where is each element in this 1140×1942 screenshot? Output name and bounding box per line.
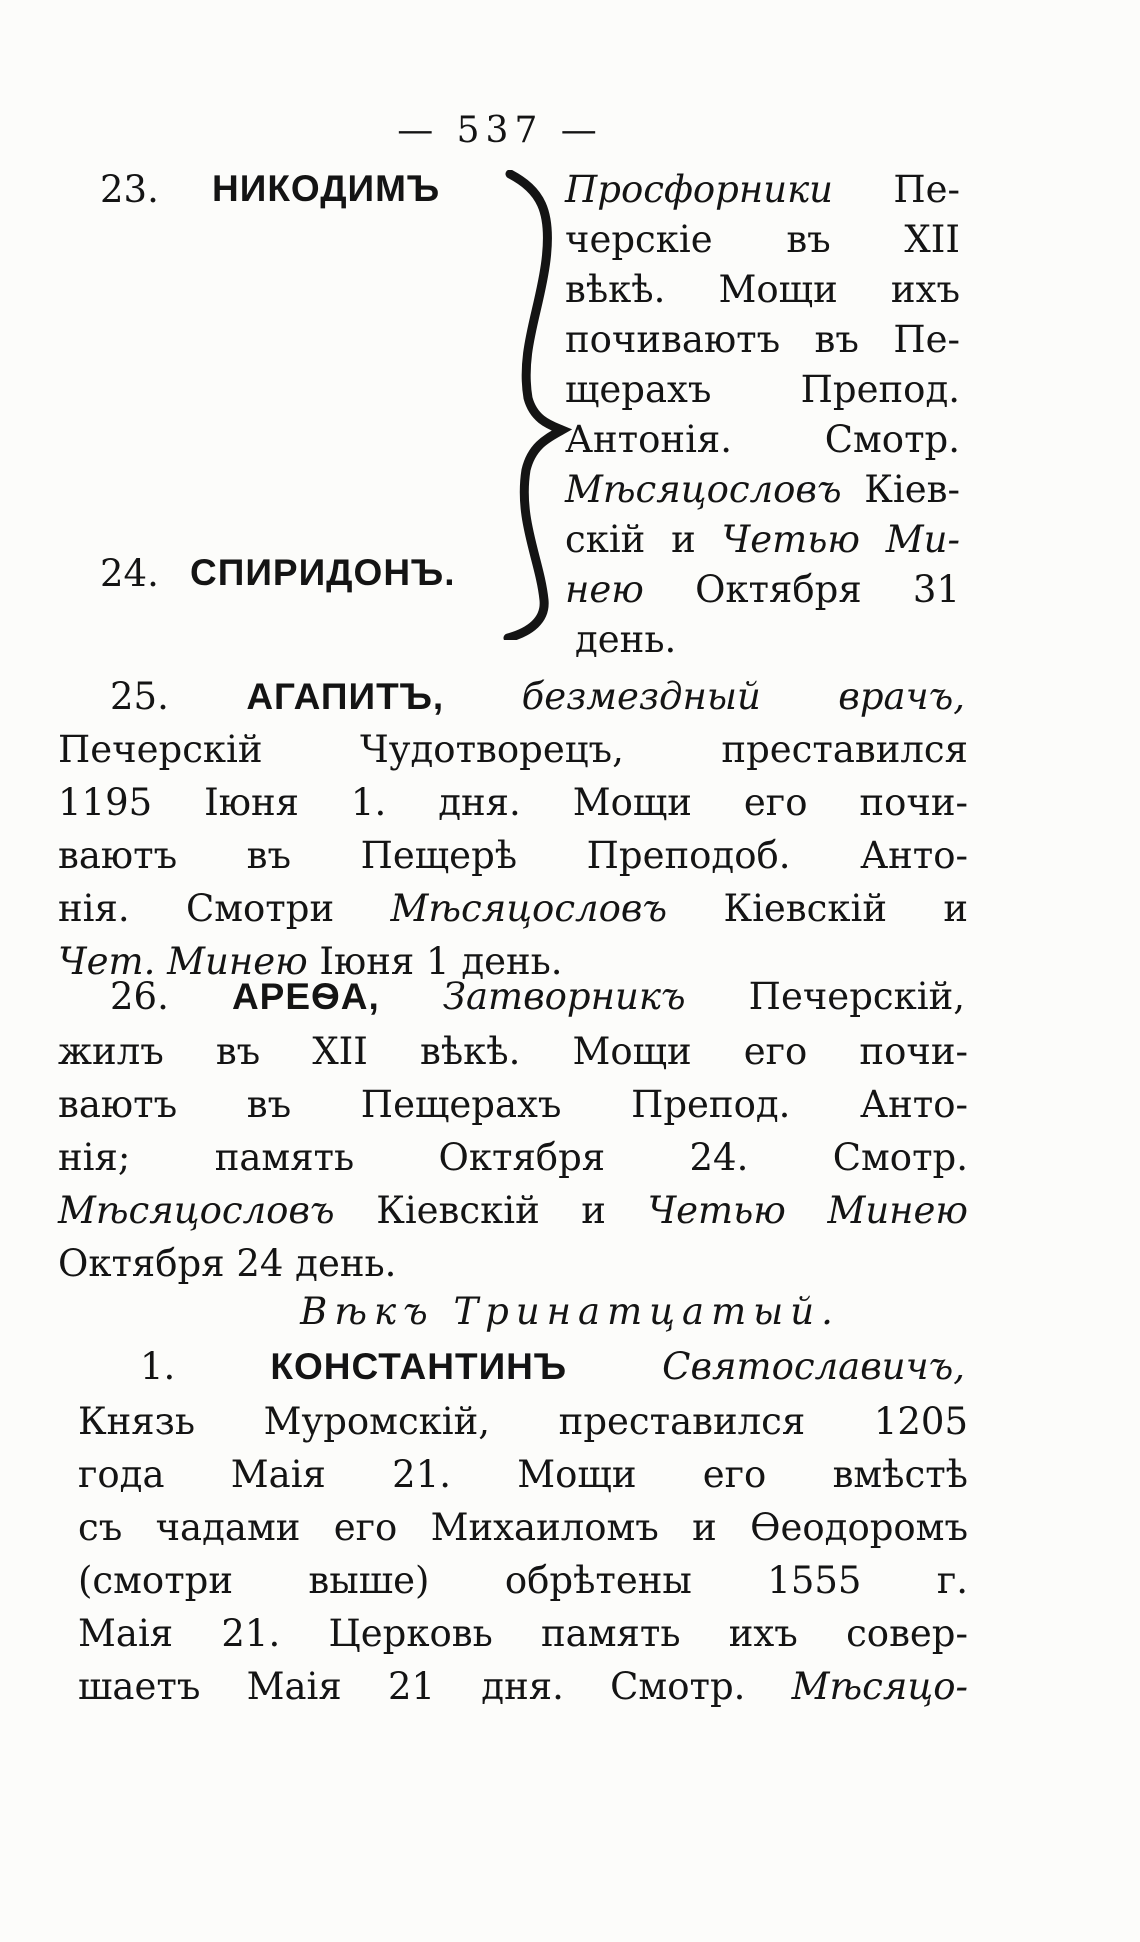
- entry-25-line-2: [58, 728, 968, 771]
- entry-26-line-2: [58, 1030, 968, 1073]
- entry-25-line-1-segment: 25.: [110, 675, 169, 718]
- group-line-3-segment: ихъ: [837, 268, 960, 311]
- group-line-7: [565, 468, 960, 511]
- entry-26-line-1-segment: 26.: [110, 975, 169, 1018]
- group-line-8-segment: и: [645, 518, 696, 561]
- entry-1-line-3: [78, 1453, 968, 1496]
- entry-26-line-1-segment: АРЕѲА,: [231, 976, 380, 1017]
- entry-25-line-3-segment: 1195 Іюня 1. дня. Мощи его почи-: [58, 781, 968, 824]
- entry-25-line-1-segment: врачъ,: [760, 675, 966, 718]
- entry-1-line-1: [140, 1345, 965, 1388]
- entry-1-line-4: [78, 1506, 968, 1549]
- entry-25-line-1: [110, 675, 965, 718]
- group-line-1-segment: Просфорники: [565, 168, 833, 211]
- group-line-1: [565, 168, 960, 211]
- entry-25-line-2-segment: Печерскій Чудотворецъ, преставился: [58, 728, 968, 771]
- entry-26-line-6: [58, 1242, 396, 1285]
- entry-1-line-5: [78, 1559, 968, 1602]
- group-line-9: [565, 568, 960, 611]
- entry-26-line-4: [58, 1136, 968, 1179]
- entry-1-line-1-segment: [567, 1345, 662, 1388]
- entry-26-line-6-segment: Октября 24 день.: [58, 1242, 397, 1285]
- entry-25-line-1-segment: АГАПИТЪ,: [246, 676, 445, 717]
- entry-23-number: 23.: [100, 168, 159, 211]
- entry-25-line-1-segment: [444, 675, 521, 718]
- group-line-2: [565, 218, 960, 261]
- group-line-4-segment: въ: [780, 318, 859, 361]
- entry-25-line-5-segment: Мѣсяцословъ: [390, 887, 668, 930]
- entry-25-line-3: [58, 781, 968, 824]
- entry-26-line-1-segment: [380, 975, 443, 1018]
- entry-23-name: НИКОДИМЪ: [212, 168, 441, 209]
- entry-26-line-1-segment: Печерскій,: [685, 975, 965, 1018]
- entry-25-line-6-segment: Іюня 1 день.: [307, 940, 563, 983]
- group-line-2-segment: XII: [830, 218, 960, 261]
- group-line-5-segment: Препод.: [711, 368, 960, 411]
- group-line-1-segment: Пе-: [833, 168, 960, 211]
- entry-24-name: СПИРИДОНЪ.: [190, 552, 456, 593]
- entry-1-line-4-segment: съ чадами его Михаиломъ и Ѳеодоромъ: [78, 1506, 968, 1549]
- entry-1-line-2-segment: Князь Муромскій, преставился 1205: [78, 1400, 968, 1443]
- group-line-2-segment: черскіе: [565, 218, 713, 261]
- group-line-6-segment: Смотр.: [732, 418, 960, 461]
- entry-26-line-3: [58, 1083, 968, 1126]
- entry-25-line-1-segment: безмездный: [521, 675, 761, 718]
- section-heading: Вѣкъ Тринатцатый.: [300, 1290, 840, 1333]
- group-line-5: [565, 368, 960, 411]
- entry-1-line-6: [78, 1612, 968, 1655]
- entry-26-line-4-segment: нія; память Октября 24. Смотр.: [58, 1136, 968, 1179]
- entry-26-line-1-segment: Затворникъ: [442, 975, 686, 1018]
- group-line-8-segment: Четью: [695, 518, 860, 561]
- entry-25-line-1-segment: [169, 675, 246, 718]
- entry-1-line-1-segment: КОНСТАНТИНЪ: [270, 1346, 568, 1387]
- group-line-9-segment: нею: [565, 568, 644, 611]
- entry-1-line-2: [78, 1400, 968, 1443]
- entry-1-line-1-segment: Святославичъ,: [662, 1345, 966, 1388]
- entry-25-line-4-segment: ваютъ въ Пещерѣ Преподоб. Анто-: [58, 834, 968, 877]
- entry-24-number: 24.: [100, 552, 159, 595]
- entry-26-line-2-segment: жилъ въ XII вѣкѣ. Мощи его почи-: [58, 1030, 968, 1073]
- entry-1-line-7-segment: Мѣсяцо-: [791, 1665, 968, 1708]
- group-line-8: [565, 518, 960, 561]
- entry-26-line-5: [58, 1189, 968, 1232]
- entry-1-line-7: [78, 1665, 968, 1708]
- group-line-4: [565, 318, 960, 361]
- group-line-10-segment: день.: [575, 618, 677, 661]
- entry-25-line-6-segment: Минею: [167, 940, 308, 983]
- group-line-10: [575, 618, 676, 661]
- group-line-3-segment: вѣкѣ.: [565, 268, 666, 311]
- entry-25-line-5-segment: нія. Смотри: [58, 887, 391, 930]
- group-line-8-segment: Ми-: [859, 518, 960, 561]
- group-line-9-segment: 31: [861, 568, 960, 611]
- entry-1-line-6-segment: Маія 21. Церковь память ихъ совер-: [78, 1612, 968, 1655]
- group-line-7-segment: Мѣсяцословъ: [565, 468, 842, 511]
- group-line-2-segment: въ: [712, 218, 831, 261]
- entry-1-line-3-segment: года Маія 21. Мощи его вмѣстѣ: [78, 1453, 968, 1496]
- entry-26-line-5-segment: Кіевскій и: [334, 1189, 648, 1232]
- group-line-6: [565, 418, 960, 461]
- group-line-7-segment: Кiев-: [841, 468, 960, 511]
- entry-25-line-4: [58, 834, 968, 877]
- entry-25-line-5: [58, 887, 968, 930]
- entry-25-line-5-segment: Кіевскій и: [667, 887, 968, 930]
- entry-26-line-1: [110, 975, 965, 1018]
- group-line-6-segment: Антонія.: [565, 418, 733, 461]
- entry-1-line-5-segment: (смотри выше) обрѣтены 1555 г.: [78, 1559, 968, 1602]
- entry-1-line-1-segment: [175, 1345, 270, 1388]
- group-line-9-segment: Октября: [643, 568, 862, 611]
- group-line-3-segment: Мощи: [665, 268, 838, 311]
- group-line-4-segment: Пе-: [858, 318, 960, 361]
- entry-26-line-1-segment: [169, 975, 232, 1018]
- entry-26-line-5-segment: Четью Минею: [647, 1189, 968, 1232]
- entry-1-line-7-segment: шаетъ Маія 21 дня. Смотр.: [78, 1665, 792, 1708]
- group-line-8-segment: скій: [565, 518, 646, 561]
- entry-1-line-1-segment: 1.: [140, 1345, 176, 1388]
- entry-26-line-5-segment: Мѣсяцословъ: [58, 1189, 335, 1232]
- group-line-4-segment: почиваютъ: [565, 318, 781, 361]
- entry-26-line-3-segment: ваютъ въ Пещерахъ Препод. Анто-: [58, 1083, 968, 1126]
- group-line-5-segment: щерахъ: [565, 368, 712, 411]
- group-line-3: [565, 268, 960, 311]
- entry-25-line-6-segment: Чет.: [58, 940, 156, 983]
- page-number: — 537 —: [397, 110, 603, 151]
